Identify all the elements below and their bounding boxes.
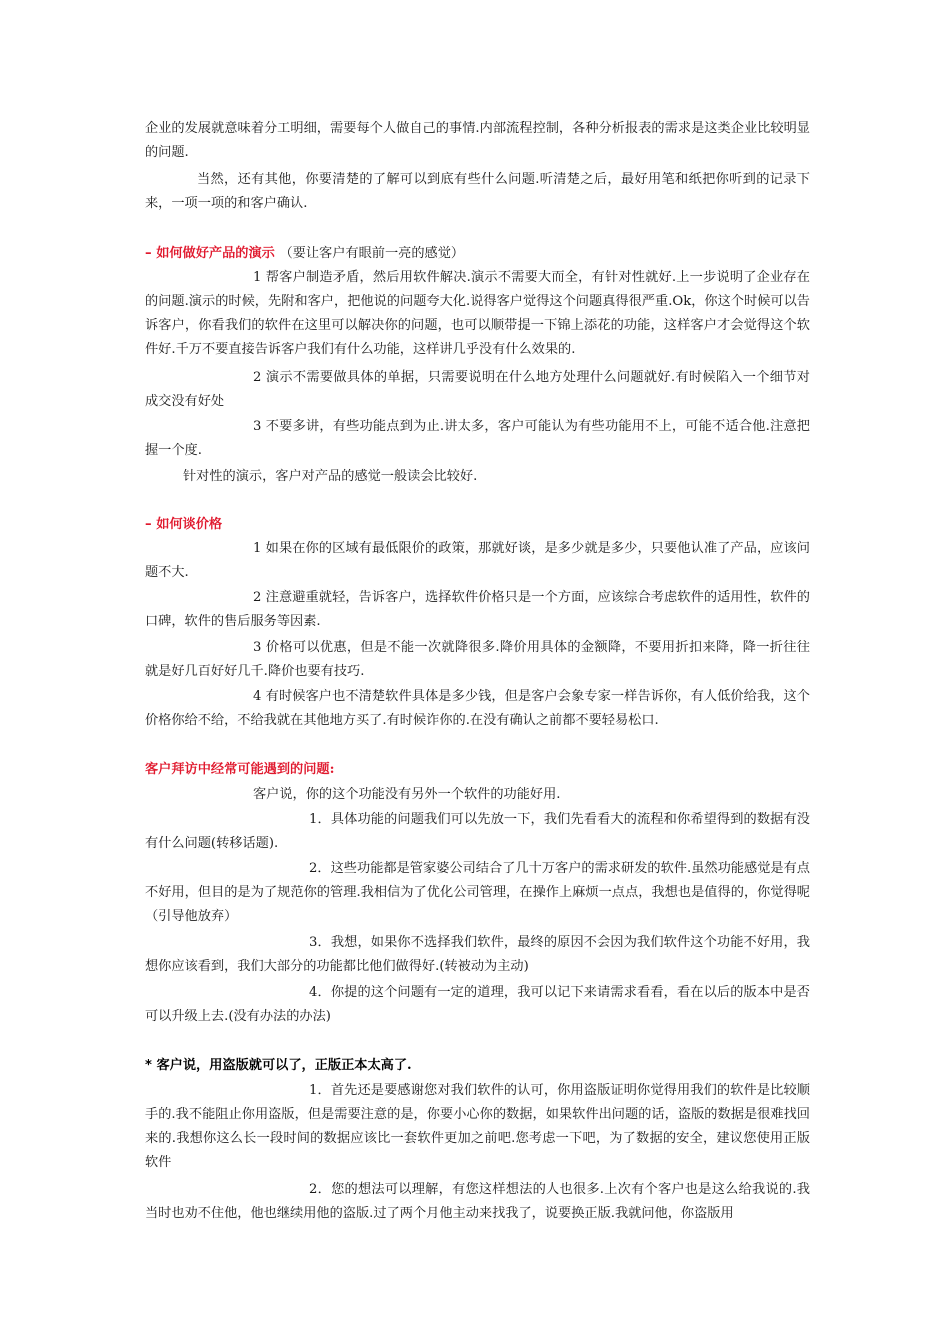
demo-item-1: 1 帮客户制造矛盾，然后用软件解决.演示不需要大而全，有针对性就好.上一步说明了企业存在的问题.演示的时候，先附和客户，把他说的问题夸大化.说得客户觉得这个问题真得很严重.Ok，你这个时候可以告诉客户，你看我们的软件在这里可以解决你的问题，也可以顺带提一下锦上添花的功能，这样客户才会觉得这个软件好.千万不要直接告诉客户我们有什么功能，这样讲几乎没有什么效果的. xyxy=(145,270,810,357)
piracy-heading-marker: * xyxy=(145,1058,152,1073)
visit-answer-3: 3．我想，如果你不选择我们软件，最终的原因不会因为我们软件这个功能不好用，我想你应该看到，我们大部分的功能都比他们做得好.(转被动为主动) xyxy=(145,935,810,974)
piracy-heading xyxy=(145,1054,412,1078)
price-heading-marker: – xyxy=(145,517,152,532)
demo-item-3: 3 不要多讲，有些功能点到为止.讲太多，客户可能认为有些功能用不上，可能不适合他.注意把握一个度. xyxy=(145,419,810,458)
price-heading-title: 如何谈价格 xyxy=(156,517,223,532)
intro-paragraph-2: 当然，还有其他，你要清楚的了解可以到底有些什么问题.听清楚之后，最好用笔和纸把你听到的记录下来，一项一项的和客户确认. xyxy=(145,172,810,211)
price-item-3: 3 价格可以优惠，但是不能一次就降很多.降价用具体的金额降，不要用折扣来降，降一折往往就是好几百好好几千.降价也要有技巧. xyxy=(145,640,810,679)
price-item-4: 4 有时候客户也不清楚软件具体是多少钱，但是客户会象专家一样告诉你，有人低价给我，这个价格你给不给，不给我就在其他地方买了.有时候诈你的.在没有确认之前都不要轻易松口. xyxy=(145,689,810,728)
piracy-heading-title: 客户说，用盗版就可以了，正版正本太高了. xyxy=(156,1058,412,1073)
visit-answer-1: 1．具体功能的问题我们可以先放一下，我们先看看大的流程和你希望得到的数据有没有什么问题(转移话题). xyxy=(145,812,810,851)
piracy-answer-1: 1．首先还是要感谢您对我们软件的认可，你用盗版证明你觉得用我们的软件是比较顺手的.我不能阻止你用盗版，但是需要注意的是，你要小心你的数据，如果软件出问题的话，盗版的数据是很难找回来的.我想你这么长一段时间的数据应该比一套软件更加之前吧.您考虑一下吧，为了数据的安全，建议您使用正版软件 xyxy=(145,1083,810,1170)
demo-heading xyxy=(145,242,464,266)
demo-heading-marker: – xyxy=(145,246,152,261)
demo-heading-note: （要让客户有眼前一亮的感觉） xyxy=(279,246,465,261)
price-item-2: 2 注意避重就轻，告诉客户，选择软件价格只是一个方面，应该综合考虑软件的适用性，软件的口碑，软件的售后服务等因素. xyxy=(145,590,810,629)
visit-answer-4: 4．你提的这个问题有一定的道理，我可以记下来请需求看看，看在以后的版本中是否可以升级上去.(没有办法的办法) xyxy=(145,985,810,1024)
price-item-1: 1 如果在你的区域有最低限价的政策，那就好谈，是多少就是多少，只要他认准了产品，应该问题不大. xyxy=(145,541,810,580)
demo-item-2: 2 演示不需要做具体的单据，只需要说明在什么地方处理什么问题就好.有时候陷入一个细节对成交没有好处 xyxy=(145,370,810,409)
piracy-answer-2: 2．您的想法可以理解，有您这样想法的人也很多.上次有个客户也是这么给我说的.我当时也劝不住他，他也继续用他的盗版.过了两个月他主动来找我了，说要换正版.我就问他，你盗版用 xyxy=(145,1182,810,1221)
visit-question: 客户说，你的这个功能没有另外一个软件的功能好用. xyxy=(253,787,561,802)
price-heading xyxy=(145,513,222,537)
demo-summary: 针对性的演示，客户对产品的感觉一般读会比较好. xyxy=(183,469,478,484)
visit-heading: 客户拜访中经常可能遇到的问题: xyxy=(145,762,335,777)
intro-paragraph-1: 企业的发展就意味着分工明细，需要每个人做自己的事情.内部流程控制，各种分析报表的需求是这类企业比较明显的问题. xyxy=(145,121,810,160)
visit-answer-2: 2．这些功能都是管家婆公司结合了几十万客户的需求研发的软件.虽然功能感觉是有点不好用，但目的是为了规范你的管理.我相信为了优化公司管理，在操作上麻烦一点点，我想也是值得的，你觉得呢（引导他放弃） xyxy=(145,861,810,924)
demo-heading-title: 如何做好产品的演示 xyxy=(156,246,275,261)
